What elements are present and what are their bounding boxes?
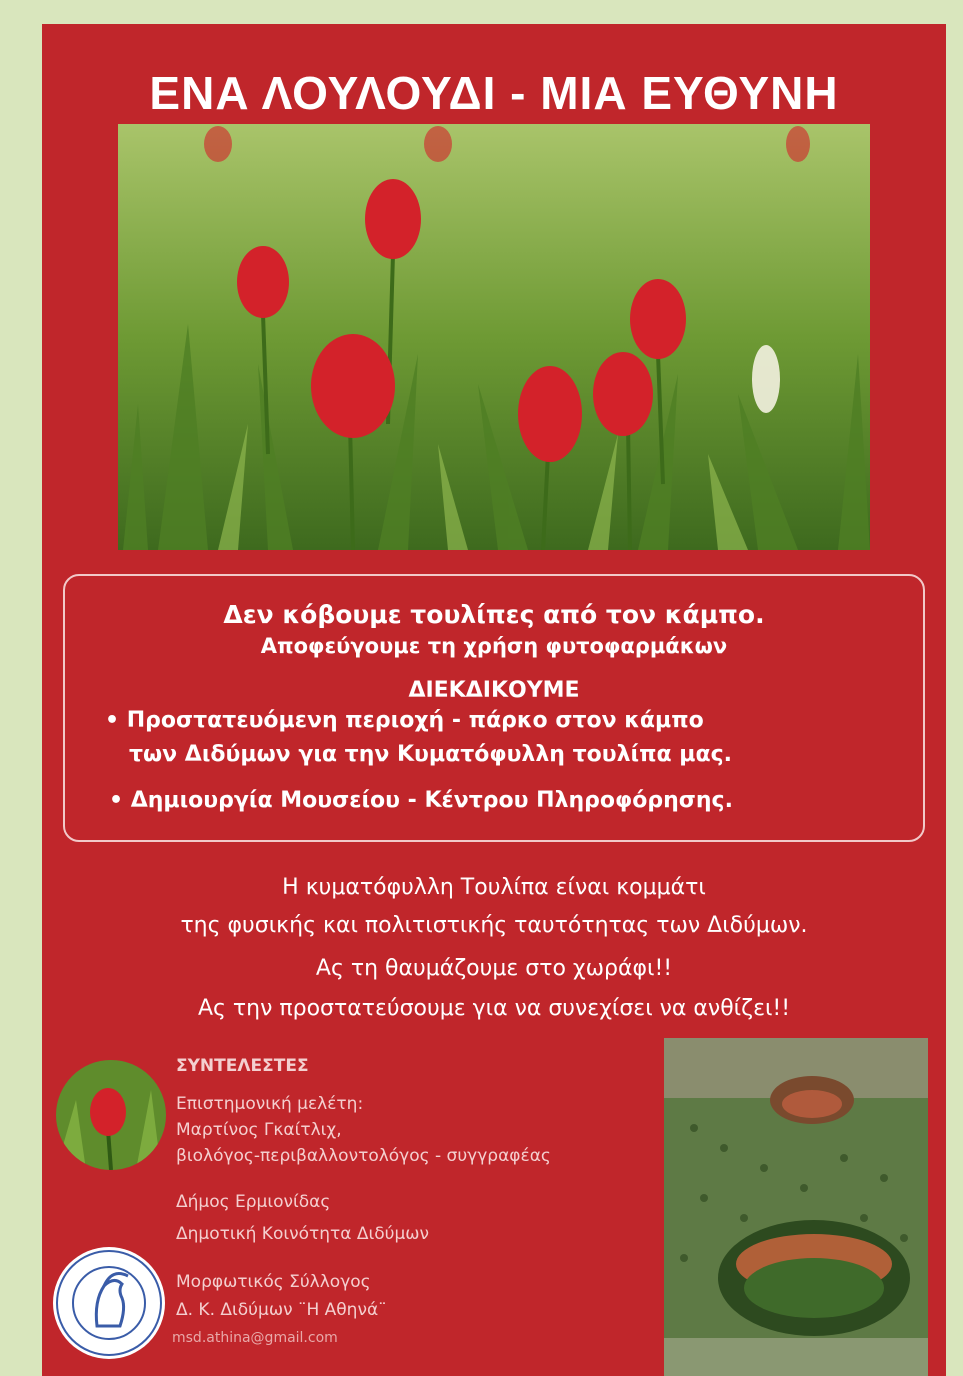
no-cutting-text: Δεν κόβουμε τουλίπες από τον κάμπο. bbox=[223, 600, 765, 629]
message-line-4: Ας την προστατεύσουμε για να συνεχίσει να ανθίζει!! bbox=[197, 996, 791, 1021]
credits-community: Δημοτική Κοινότητα Διδύμων bbox=[176, 1224, 430, 1244]
tulip-thumbnail bbox=[56, 1060, 166, 1170]
credits-role: βιολόγος-περιβαλλοντολόγος - συγγραφέας bbox=[176, 1146, 551, 1166]
credits-heading: ΣΥΝΤΕΛΕΣΤΕΣ bbox=[176, 1056, 309, 1076]
credits-study: Επιστημονική μελέτη: bbox=[176, 1094, 364, 1114]
poster-title: ΕΝΑ ΛΟΥΛΟΥΔΙ - ΜΙΑ ΕΥΘΥΝΗ bbox=[149, 67, 839, 119]
aerial-sinkhole-photo bbox=[664, 1038, 928, 1376]
credits-municipality: Δήμος Ερμιονίδας bbox=[176, 1192, 331, 1212]
demand-park: • Προστατευόμενη περιοχή - πάρκο στον κάμπο bbox=[105, 708, 704, 733]
demand-museum: • Δημιουργία Μουσείου - Κέντρου Πληροφόρησης. bbox=[109, 788, 733, 813]
credits-association-2: Δ. Κ. Διδύμων ¨Η Αθηνά¨ bbox=[176, 1300, 387, 1320]
demand-park-cont: των Διδύμων για την Κυματόφυλλη τουλίπα μας. bbox=[129, 742, 732, 767]
credits-author: Μαρτίνος Γκαίτλιχ, bbox=[176, 1120, 342, 1140]
tulip-field-photo bbox=[118, 124, 870, 550]
credits-email[interactable]: msd.athina@gmail.com bbox=[172, 1330, 338, 1346]
message-line-2: της φυσικής και πολιτιστικής ταυτότητας των Διδύμων. bbox=[180, 913, 808, 938]
demands-box bbox=[63, 574, 925, 842]
credits-association-1: Μορφωτικός Σύλλογος bbox=[176, 1272, 371, 1292]
message-line-3: Ας τη θαυμάζουμε στο χωράφι!! bbox=[315, 956, 673, 981]
poster bbox=[42, 24, 946, 1376]
demands-heading: ΔΙΕΚΔΙΚΟΥΜΕ bbox=[408, 678, 580, 703]
association-logo bbox=[52, 1246, 166, 1360]
message-line-1: Η κυματόφυλλη Τουλίπα είναι κομμάτι bbox=[282, 875, 706, 900]
no-pesticides-text: Αποφεύγουμε τη χρήση φυτοφαρμάκων bbox=[260, 634, 728, 658]
